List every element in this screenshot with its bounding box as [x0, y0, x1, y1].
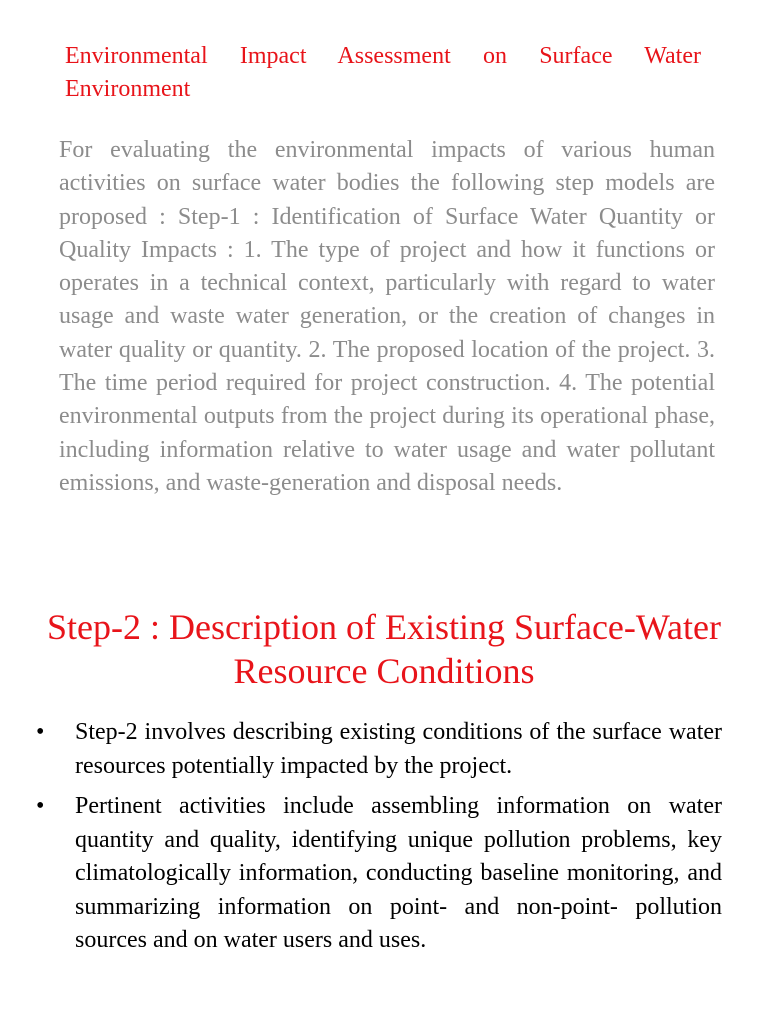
- bullet-icon: •: [36, 719, 45, 745]
- bullet-item: [36, 716, 722, 783]
- step-2-heading: Step-2 : Description of Existing Surface-Water Resource Conditions: [47, 607, 721, 691]
- bullet-icon: •: [36, 793, 45, 819]
- step-2-bullet-list: [36, 716, 722, 965]
- bullet-text: Pertinent activities include assembling information on water quantity and quality, identifying unique pollution problems, key climatologically information, conducting baseline monitoring, and summarizing information on point- and non-point- pollution sources and on water users and uses.: [75, 793, 722, 953]
- bullet-text: Step-2 involves describing existing conditions of the surface water resources potentially impacted by the project.: [75, 719, 722, 779]
- intro-paragraph: For evaluating the environmental impacts of various human activities on surface water bodies the following step models are proposed : Step-1 : Identification of Surface Water Quantity or Quality Impacts : 1. The type of project and how it functions or operates in a technical context, particularly with regard to water usage and waste water generation, or the creation of changes in water quality or quantity. 2. The proposed location of the project. 3. The time period required for project construction. 4. The potential environmental outputs from the project during its operational phase, including information relative to water usage and water pollutant emissions, and waste-generation and disposal needs.: [59, 137, 715, 496]
- bullet-item: [36, 790, 722, 958]
- document-title: Environmental Impact Assessment on Surface Water Environment: [65, 43, 701, 102]
